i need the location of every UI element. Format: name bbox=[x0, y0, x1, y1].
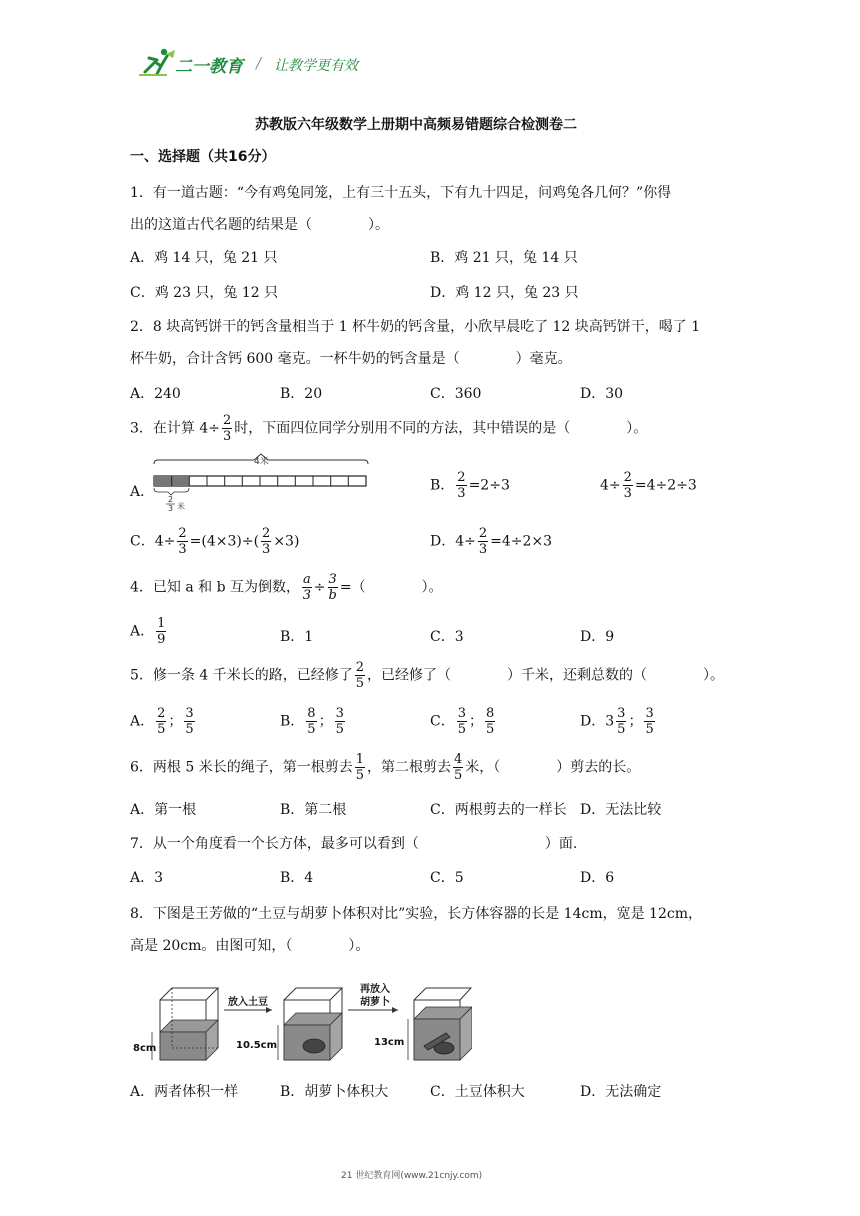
q3-stem-fraction: $\frac{2}{3}$ bbox=[223, 413, 232, 444]
q4-option-d: D．9 bbox=[580, 629, 615, 645]
q7-option-c: C．5 bbox=[430, 870, 464, 886]
fig-height-2: 10.5cm bbox=[236, 1040, 278, 1051]
q5-option-c: C． $\frac{3}{5}$ ； $\frac{8}{5}$ bbox=[430, 706, 495, 737]
fig-arrow-2-label-b: 胡萝卜 bbox=[360, 997, 390, 1008]
q1-line1: 1．有一道古题：“今有鸡兔同笼，上有三十五头，下有九十四足，问鸡兔各几何？”你得 bbox=[130, 185, 672, 201]
q1-option-a: A．鸡 14 只，兔 21 只 bbox=[130, 250, 278, 266]
q8-container-figure bbox=[132, 970, 472, 1070]
q4-stem: 4．已知 a 和 b 互为倒数， $\frac{a}{3}$ ÷ $\frac{3}{b}$ =（ ）。 bbox=[130, 572, 443, 603]
q1-option-b: B．鸡 21 只，兔 14 只 bbox=[430, 250, 578, 266]
q3-option-a-label: A． bbox=[130, 484, 155, 500]
q2-option-a: A．240 bbox=[130, 386, 181, 402]
q5-option-d: D．3 $\frac{3}{5}$ ； $\frac{3}{5}$ bbox=[580, 706, 654, 737]
q3-option-b: B． $\frac{2}{3}$ =2÷3 bbox=[430, 470, 510, 501]
q7-option-d: D．6 bbox=[580, 870, 615, 886]
fig-arrow-1-label: 放入土豆 bbox=[228, 997, 268, 1008]
q3-stem-post: 时，下面四位同学分别用不同的方法，其中错误的是（ ）。 bbox=[234, 420, 648, 437]
q8-option-a: A．两者体积一样 bbox=[130, 1084, 239, 1100]
q2-option-c: C．360 bbox=[430, 386, 482, 402]
q1-line2: 出的这道古代名题的结果是（ ）。 bbox=[130, 217, 389, 233]
q4-option-c: C．3 bbox=[430, 629, 464, 645]
q1-option-c: C．鸡 23 只，兔 12 只 bbox=[130, 285, 279, 301]
header-slogan: 让教学更有效 bbox=[274, 58, 358, 74]
q7-stem: 7．从一个角度看一个长方体，最多可以看到（ ）面. bbox=[130, 836, 578, 852]
q7-option-b: B．4 bbox=[280, 870, 314, 886]
q6-option-c: C．两根剪去的一样长 bbox=[430, 802, 567, 818]
q8-line1: 8．下图是王芳做的“土豆与胡萝卜体积对比”实验，长方体容器的长是 14cm，宽是 12cm， bbox=[130, 906, 702, 922]
fig-height-1: 8cm bbox=[133, 1043, 157, 1054]
section-heading-choice: 一、选择题（共16分） bbox=[130, 149, 276, 165]
q3-option-b-second: 4÷ $\frac{2}{3}$ =4÷2÷3 bbox=[600, 470, 697, 501]
q3-stem bbox=[130, 414, 647, 443]
q7-option-a: A．3 bbox=[130, 870, 164, 886]
q2-option-d: D．30 bbox=[580, 386, 624, 402]
page-footer: 21 世纪教育网(www.21cnjy.com) bbox=[341, 1171, 483, 1181]
q2-option-b: B．20 bbox=[280, 386, 323, 402]
q3-diagram-frac-d: 3 bbox=[168, 504, 174, 512]
q3-option-c: C．4÷ $\frac{2}{3}$ =(4×3)÷( $\frac{2}{3}$ ×3) bbox=[130, 526, 300, 557]
q6-stem: 6．两根 5 米长的绳子，第一根剪去 $\frac{1}{5}$ ，第二根剪去 $\frac{4}{5}$ 米，（ ）剪去的长。 bbox=[130, 752, 641, 783]
q2-line2: 杯牛奶，合计含钙 600 毫克。一杯牛奶的钙含量是（ ）毫克。 bbox=[130, 351, 572, 367]
runner-logo-icon bbox=[137, 46, 179, 78]
header-separator: / bbox=[256, 54, 262, 72]
q4-option-a: A． $\frac{1}{9}$ bbox=[130, 616, 166, 647]
q3-diagram-unit: 米 bbox=[177, 502, 185, 511]
q6-option-b: B．第二根 bbox=[280, 802, 347, 818]
q3-bar-diagram bbox=[150, 452, 372, 512]
container-1 bbox=[133, 988, 218, 1060]
logo-text: 二一教育 bbox=[175, 57, 243, 77]
q8-line2: 高是 20cm。由图可知，（ ）。 bbox=[130, 938, 370, 954]
fig-arrow-2-label-a: 再放入 bbox=[360, 984, 390, 995]
q5-option-a: A． $\frac{2}{5}$ ； $\frac{3}{5}$ bbox=[130, 706, 194, 737]
fig-height-3: 13cm bbox=[374, 1037, 405, 1048]
q2-line1: 2．8 块高钙饼干的钙含量相当于 1 杯牛奶的钙含量，小欣早晨吃了 12 块高钙饼干，喝了 1 bbox=[130, 319, 701, 335]
q3-option-d: D．4÷ $\frac{2}{3}$ =4÷2×3 bbox=[430, 526, 553, 557]
q3-diagram-top-label: 4米 bbox=[254, 457, 269, 467]
q1-option-d: D．鸡 12 只，兔 23 只 bbox=[430, 285, 579, 301]
q4-option-b: B．1 bbox=[280, 629, 314, 645]
q8-option-c: C．土豆体积大 bbox=[430, 1084, 525, 1100]
q8-option-d: D．无法确定 bbox=[580, 1084, 662, 1100]
q8-option-b: B．胡萝卜体积大 bbox=[280, 1084, 389, 1100]
q5-stem: 5．修一条 4 千米长的路，已经修了 $\frac{2}{5}$ ，已经修了（ ）千米，还剩总数的（ ）。 bbox=[130, 660, 724, 691]
q6-option-d: D．无法比较 bbox=[580, 802, 662, 818]
q3-diagram-frac-n: 2 bbox=[168, 495, 174, 504]
q3-stem-pre: 3．在计算 4÷ bbox=[130, 420, 220, 437]
page-title: 苏教版六年级数学上册期中高频易错题综合检测卷二 bbox=[255, 117, 577, 133]
q5-option-b: B． $\frac{8}{5}$ ； $\frac{3}{5}$ bbox=[280, 706, 344, 737]
q6-option-a: A．第一根 bbox=[130, 802, 197, 818]
